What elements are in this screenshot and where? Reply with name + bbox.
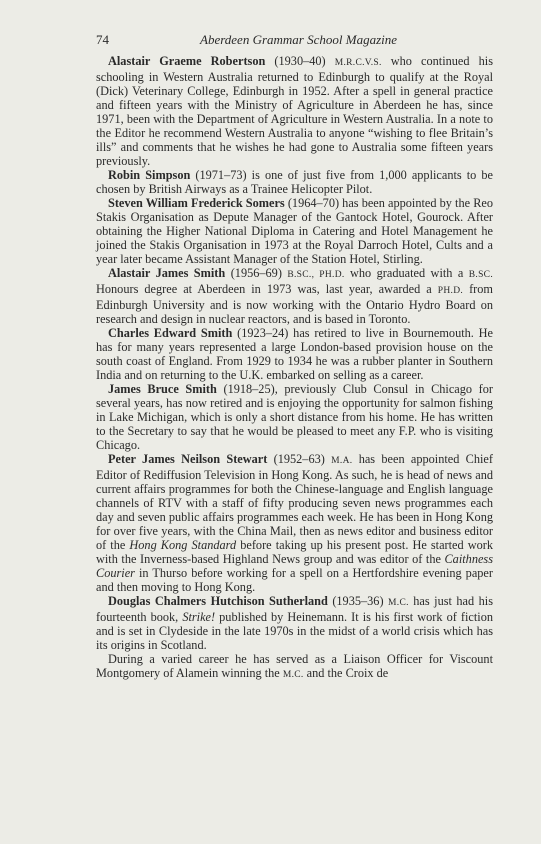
entry-text: and the Croix de xyxy=(303,666,389,680)
entry-somers xyxy=(96,196,493,266)
entry-text: from Edinburgh University and is now working with the Ontario Hydro Board on research and design in nuclear reactors, and is based in Toronto. xyxy=(96,282,493,326)
entry-degree: PH.D. xyxy=(437,286,464,296)
entry-italic-title: Hong Kong Standard xyxy=(129,538,237,552)
entry-degree: B.SC., PH.D. xyxy=(287,270,345,280)
entry-name: Alastair Graeme Robertson xyxy=(108,54,266,68)
entry-name: Peter James Neilson Stewart xyxy=(108,452,268,466)
entry-sutherland xyxy=(96,594,493,652)
entry-simpson xyxy=(96,168,493,196)
entry-degree: M.C. xyxy=(282,670,304,680)
entry-italic-title: Caithness Courier xyxy=(96,552,493,580)
entry-italic-title: Strike! xyxy=(182,610,216,624)
entry-name: Alastair James Smith xyxy=(108,266,226,280)
entry-years: (1935–36) xyxy=(327,594,389,608)
entry-degree: M.A. xyxy=(331,456,353,466)
entry-degree: M.C. xyxy=(388,598,409,608)
page-header xyxy=(96,32,493,54)
entry-text: has been appointed Chief Editor of Rediffusion Television in Hong Kong. As such, he is head of news and current affairs programmes for both the Chinese-language and English language channels of RTV with a staff of fifty producing seven news programmes each day and seven public affairs programmes each week. He has been in Hong Kong for over five years, with the China Mail, then as news editor and business editor of the xyxy=(96,452,493,552)
entry-stewart xyxy=(96,452,493,594)
entry-name: Steven William Frederick Somers xyxy=(108,196,285,210)
entry-james-smith xyxy=(96,382,493,452)
entry-text: (1964–70) has been appointed by the Reo Stakis Organisation as Depute Manager of the Gantock Hotel, Gourock. After obtaining the Higher National Diploma in Catering and Hotel Management he joined the Stakis Organisation in 1973 at the Royal Darroch Hotel, Cults and a year later became Assistant Manager of the Station Hotel, Stirling. xyxy=(96,196,493,266)
running-head: Aberdeen Grammar School Magazine xyxy=(200,32,398,47)
entry-text: published by Heinemann. It is his first work of fiction and is set in Clydeside in the late 1970s in the midst of a world crisis which has its origins in Scotland. xyxy=(96,610,493,652)
entry-text: in Thurso before working for a spell on a Hertfordshire evening paper and then moving to Hong Kong. xyxy=(96,566,493,594)
article-body xyxy=(96,54,493,682)
entry-alastair-smith xyxy=(96,266,493,326)
entry-text: has just had his fourteenth book, xyxy=(96,594,494,624)
entry-text: (1923–24) has retired to live in Bournemouth. He has for many years represented a large London-based provision house on the south coast of England. From 1929 to 1934 he was a rubber planter in Southern India and on returning to the U.K. embarked on selling as a career. xyxy=(96,326,493,382)
entry-name: James Bruce Smith xyxy=(108,382,217,396)
entry-name: Robin Simpson xyxy=(108,168,191,182)
entry-name: Douglas Chalmers Hutchison Sutherland xyxy=(108,594,328,608)
page-number: 74 xyxy=(96,32,109,47)
entry-years: (1956–69) xyxy=(225,266,288,280)
entry-name: Charles Edward Smith xyxy=(108,326,233,340)
entry-text: (1918–25), previously Club Consul in Chicago for several years, has now retired and is enjoying the opportunity for salmon fishing in Lake Michigan, which is only a short distance from his home. He has written to the Secretary to say that he would be pleased to meet any F.P. who is visiting Chicago. xyxy=(96,382,493,452)
entry-text: (1971–73) is one of just five from 1,000 applicants to be chosen by British Airways as a Trainee Helicopter Pilot. xyxy=(96,168,493,196)
entry-text: who continued his schooling in Western Australia returned to Edinburgh to qualify at the Royal (Dick) Veterinary College, Edinburgh in 1952. After a spell in general practice and fifteen years with the Ministry of Agriculture in Aberdeen he has, since 1971, been with the Department of Agriculture in Western Australia. In a note to the Editor he recommend Western Australia to anyone “wishing to flee Britain’s ills” and comments that he wishes he had gone to Australia some fifteen years previously. xyxy=(96,54,493,168)
entry-degree: B.SC. xyxy=(468,270,493,280)
entry-text: who graduated with a xyxy=(344,266,469,280)
entry-degree: M.R.C.V.S. xyxy=(334,58,382,68)
entry-years: (1930–40) xyxy=(265,54,335,68)
entry-years: (1952–63) xyxy=(267,452,332,466)
entry-robertson xyxy=(96,54,493,168)
entry-text: During a varied career he has served as a Liaison Officer for Viscount Montgomery of Alamein winning the xyxy=(96,652,493,680)
entry-sutherland-continued xyxy=(96,652,493,682)
entry-text: Honours degree at Aberdeen in 1973 was, last year, awarded a xyxy=(96,282,438,296)
entry-text: before taking up his present post. He started work with the Inverness-based Highland News group and was editor of the xyxy=(96,538,493,566)
entry-charles-smith xyxy=(96,326,493,382)
